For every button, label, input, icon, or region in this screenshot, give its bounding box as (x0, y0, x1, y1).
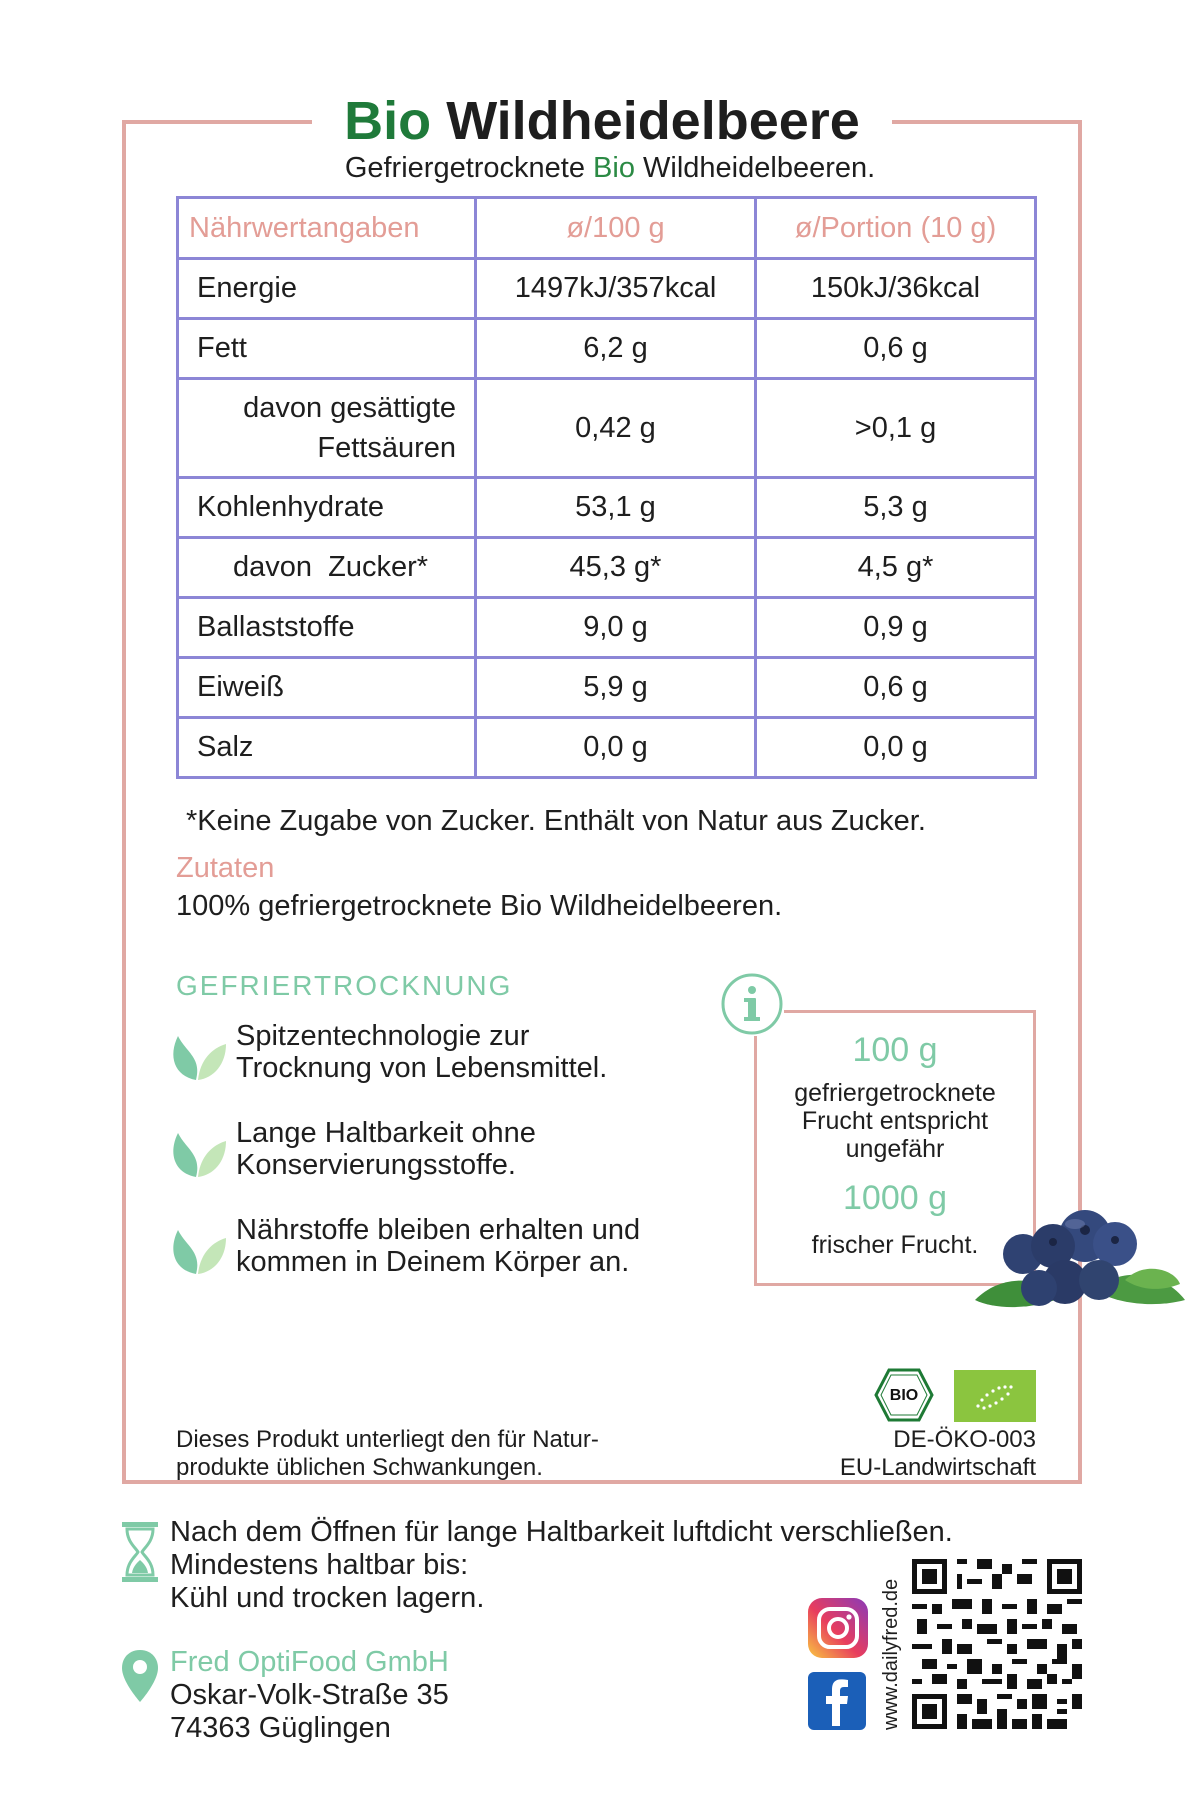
feature-line2: Trocknung von Lebensmittel. (236, 1052, 608, 1084)
location-pin-icon (120, 1648, 160, 1704)
info-line1: gefriergetrocknete (794, 1079, 996, 1107)
table-row (178, 538, 1036, 598)
row-portion: 150kJ/36kcal (756, 259, 1036, 319)
table-row (178, 259, 1036, 319)
disclaimer-line2: produkte üblichen Schwankungen. (176, 1454, 543, 1481)
subtitle-bio: Bio (593, 152, 635, 184)
company-city: 74363 Güglingen (170, 1712, 391, 1744)
title-name: Wildheidelbeere (446, 91, 860, 151)
row-label: Salz (178, 718, 476, 778)
row-portion: 0,6 g (756, 658, 1036, 718)
amount-fresh: 1000 g (843, 1179, 947, 1217)
disclaimer-line1: Dieses Produkt unterliegt den für Natur- (176, 1426, 599, 1453)
table-row (178, 319, 1036, 379)
row-portion: 4,5 g* (756, 538, 1036, 598)
header-per100: ø/100 g (476, 198, 756, 259)
feature-line1: Spitzentechnologie zur (236, 1020, 530, 1052)
row-label (178, 379, 476, 478)
bio-seal-logo (874, 1368, 934, 1422)
header-portion: ø/Portion (10 g) (756, 198, 1036, 259)
table-header-row (178, 198, 1036, 259)
sugar-footnote: *Keine Zugabe von Zucker. Enthält von Natur aus Zucker. (186, 805, 926, 837)
leaf-icon (168, 1127, 228, 1181)
certification-origin: EU-Landwirtschaft (839, 1454, 1036, 1481)
freeze-drying-heading: GEFRIERTROCKNUNG (176, 970, 513, 1001)
company-name: Fred OptiFood GmbH (170, 1646, 449, 1678)
ingredients-text: 100% gefriergetrocknete Bio Wildheidelbeeren. (176, 890, 783, 922)
row-per100: 6,2 g (476, 319, 756, 379)
row-portion: >0,1 g (756, 379, 1036, 478)
storage-line3: Kühl und trocken lagern. (170, 1582, 485, 1614)
qr-code-icon[interactable] (912, 1558, 1082, 1730)
row-label-line2: Fettsäuren (317, 432, 456, 464)
storage-line1: Nach dem Öffnen für lange Haltbarkeit luftdicht verschließen. (170, 1516, 953, 1548)
ingredients-heading: Zutaten (176, 852, 275, 884)
table-row (178, 598, 1036, 658)
table-row (178, 478, 1036, 538)
subtitle-before: Gefriergetrocknete (344, 152, 585, 184)
feature-line2: Konservierungsstoffe. (236, 1149, 516, 1181)
leaf-icon (168, 1224, 228, 1278)
table-row (178, 718, 1036, 778)
row-label: Ballaststoffe (178, 598, 476, 658)
product-subtitle (150, 148, 1070, 188)
facebook-icon[interactable] (808, 1672, 866, 1730)
variation-disclaimer (176, 1426, 599, 1482)
company-address (170, 1679, 449, 1745)
row-label: Fett (178, 319, 476, 379)
feature-text (236, 1020, 607, 1084)
instagram-icon[interactable] (808, 1598, 868, 1658)
row-portion: 0,6 g (756, 319, 1036, 379)
row-label: Eiweiß (178, 658, 476, 718)
bio-seal-text: BIO (889, 1387, 919, 1404)
subtitle-after: Wildheidelbeeren. (643, 152, 876, 184)
hourglass-icon (120, 1520, 160, 1584)
certification-code: DE-ÖKO-003 (893, 1426, 1036, 1453)
company-street: Oskar-Volk-Straße 35 (170, 1679, 449, 1711)
feature-line2: kommen in Deinem Körper an. (236, 1246, 630, 1278)
row-per100: 5,9 g (476, 658, 756, 718)
leaf-icon (168, 1030, 228, 1084)
row-per100: 9,0 g (476, 598, 756, 658)
row-portion: 0,9 g (756, 598, 1036, 658)
row-per100: 0,42 g (476, 379, 756, 478)
table-row (178, 379, 1036, 478)
nutrition-table (176, 196, 1037, 779)
best-before-label: Mindestens haltbar bis: (170, 1549, 469, 1581)
row-per100: 53,1 g (476, 478, 756, 538)
info-line2: Frucht entspricht (801, 1107, 989, 1135)
row-portion: 5,3 g (756, 478, 1036, 538)
row-per100: 0,0 g (476, 718, 756, 778)
amount-dried: 100 g (852, 1031, 938, 1069)
feature-text (236, 1214, 640, 1278)
row-label: Energie (178, 259, 476, 319)
header-nutrition: Nährwertangaben (178, 198, 476, 259)
info-icon (720, 972, 784, 1036)
row-label: davon Zucker* (178, 538, 476, 598)
eu-leaf-stars-icon (954, 1370, 1036, 1422)
website-url[interactable]: www.dailyfred.de (880, 1578, 902, 1730)
row-label: Kohlenhydrate (178, 478, 476, 538)
info-line3: ungefähr (845, 1135, 945, 1163)
row-per100: 1497kJ/357kcal (476, 259, 756, 319)
row-label-line1: davon gesättigte (243, 392, 456, 424)
eu-certification-text (780, 1426, 1036, 1482)
eu-organic-logo (954, 1370, 1036, 1422)
feature-line1: Nährstoffe bleiben erhalten und (236, 1214, 641, 1246)
info-line4: frischer Frucht. (811, 1231, 979, 1259)
feature-line1: Lange Haltbarkeit ohne (236, 1117, 536, 1149)
row-portion: 0,0 g (756, 718, 1036, 778)
row-per100: 45,3 g* (476, 538, 756, 598)
blueberries-image (975, 1200, 1185, 1310)
title-bio: Bio (344, 91, 432, 151)
feature-text (236, 1117, 536, 1181)
table-row (178, 658, 1036, 718)
